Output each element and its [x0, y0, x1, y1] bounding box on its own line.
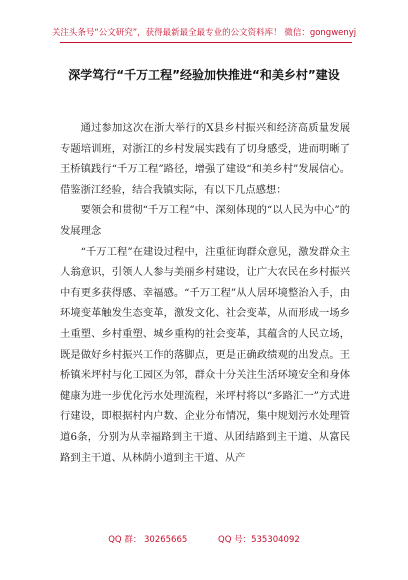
- footer-qq-number: QQ 号：535304092: [218, 535, 300, 545]
- section-heading: 要领会和贯彻“千万工程”中、深刻体现的“以人民为中心”的发展理念: [60, 204, 350, 237]
- header-banner: 关注头条号“公文研究”，获得最新最全最专业的公文资料库！ 微信：gongwenyj: [51, 28, 357, 38]
- footer-contact: [0, 533, 408, 545]
- body-paragraph: 通过参加这次在浙大举行的X县乡村振兴和经济高质量发展专题培训班，对浙江的乡村发展实践有了切身感受，进而明晰了王桥镇践行“千万工程”路径，增强了建设“和美乡村”发展信心。借鉴浙江经验，结合我镇实际，有以下几点感想：: [60, 122, 350, 196]
- body-paragraph: “千万工程”在建设过程中，注重征询群众意见，激发群众主人翁意识，引领人人参与美丽乡村建设，让广大农民在乡村振兴中有更多获得感、幸福感。“千万工程”从人居环境整治入手，由环境变革触发生态变革，激发文化、社会变革，从而形成一场乡土重塑、乡村重塑、城乡重构的社会变革，其蕴含的人民立场，既是做好乡村振兴工作的落脚点，更是正确政绩观的出发点。王桥镇米坪村与化工园区为邻，群众十分关注生活环境安全和身体健康为进一步优化污水处理流程，米坪村将以“多路汇一”方式进行建设，即根据村内户数、企业分布情况，集中规划污水处理管道6条，分别为从幸福路到主干道、从团结路到主干道、从富民路到主干道、从林荫小道到主干道、从产: [60, 245, 350, 464]
- document-title: 深学笃行“千万工程”经验加快推进“和美乡村”建设: [68, 68, 340, 82]
- header-divider: [60, 42, 352, 43]
- footer-qq-group: QQ 群： 30265665: [108, 535, 188, 545]
- document-body: [60, 118, 350, 468]
